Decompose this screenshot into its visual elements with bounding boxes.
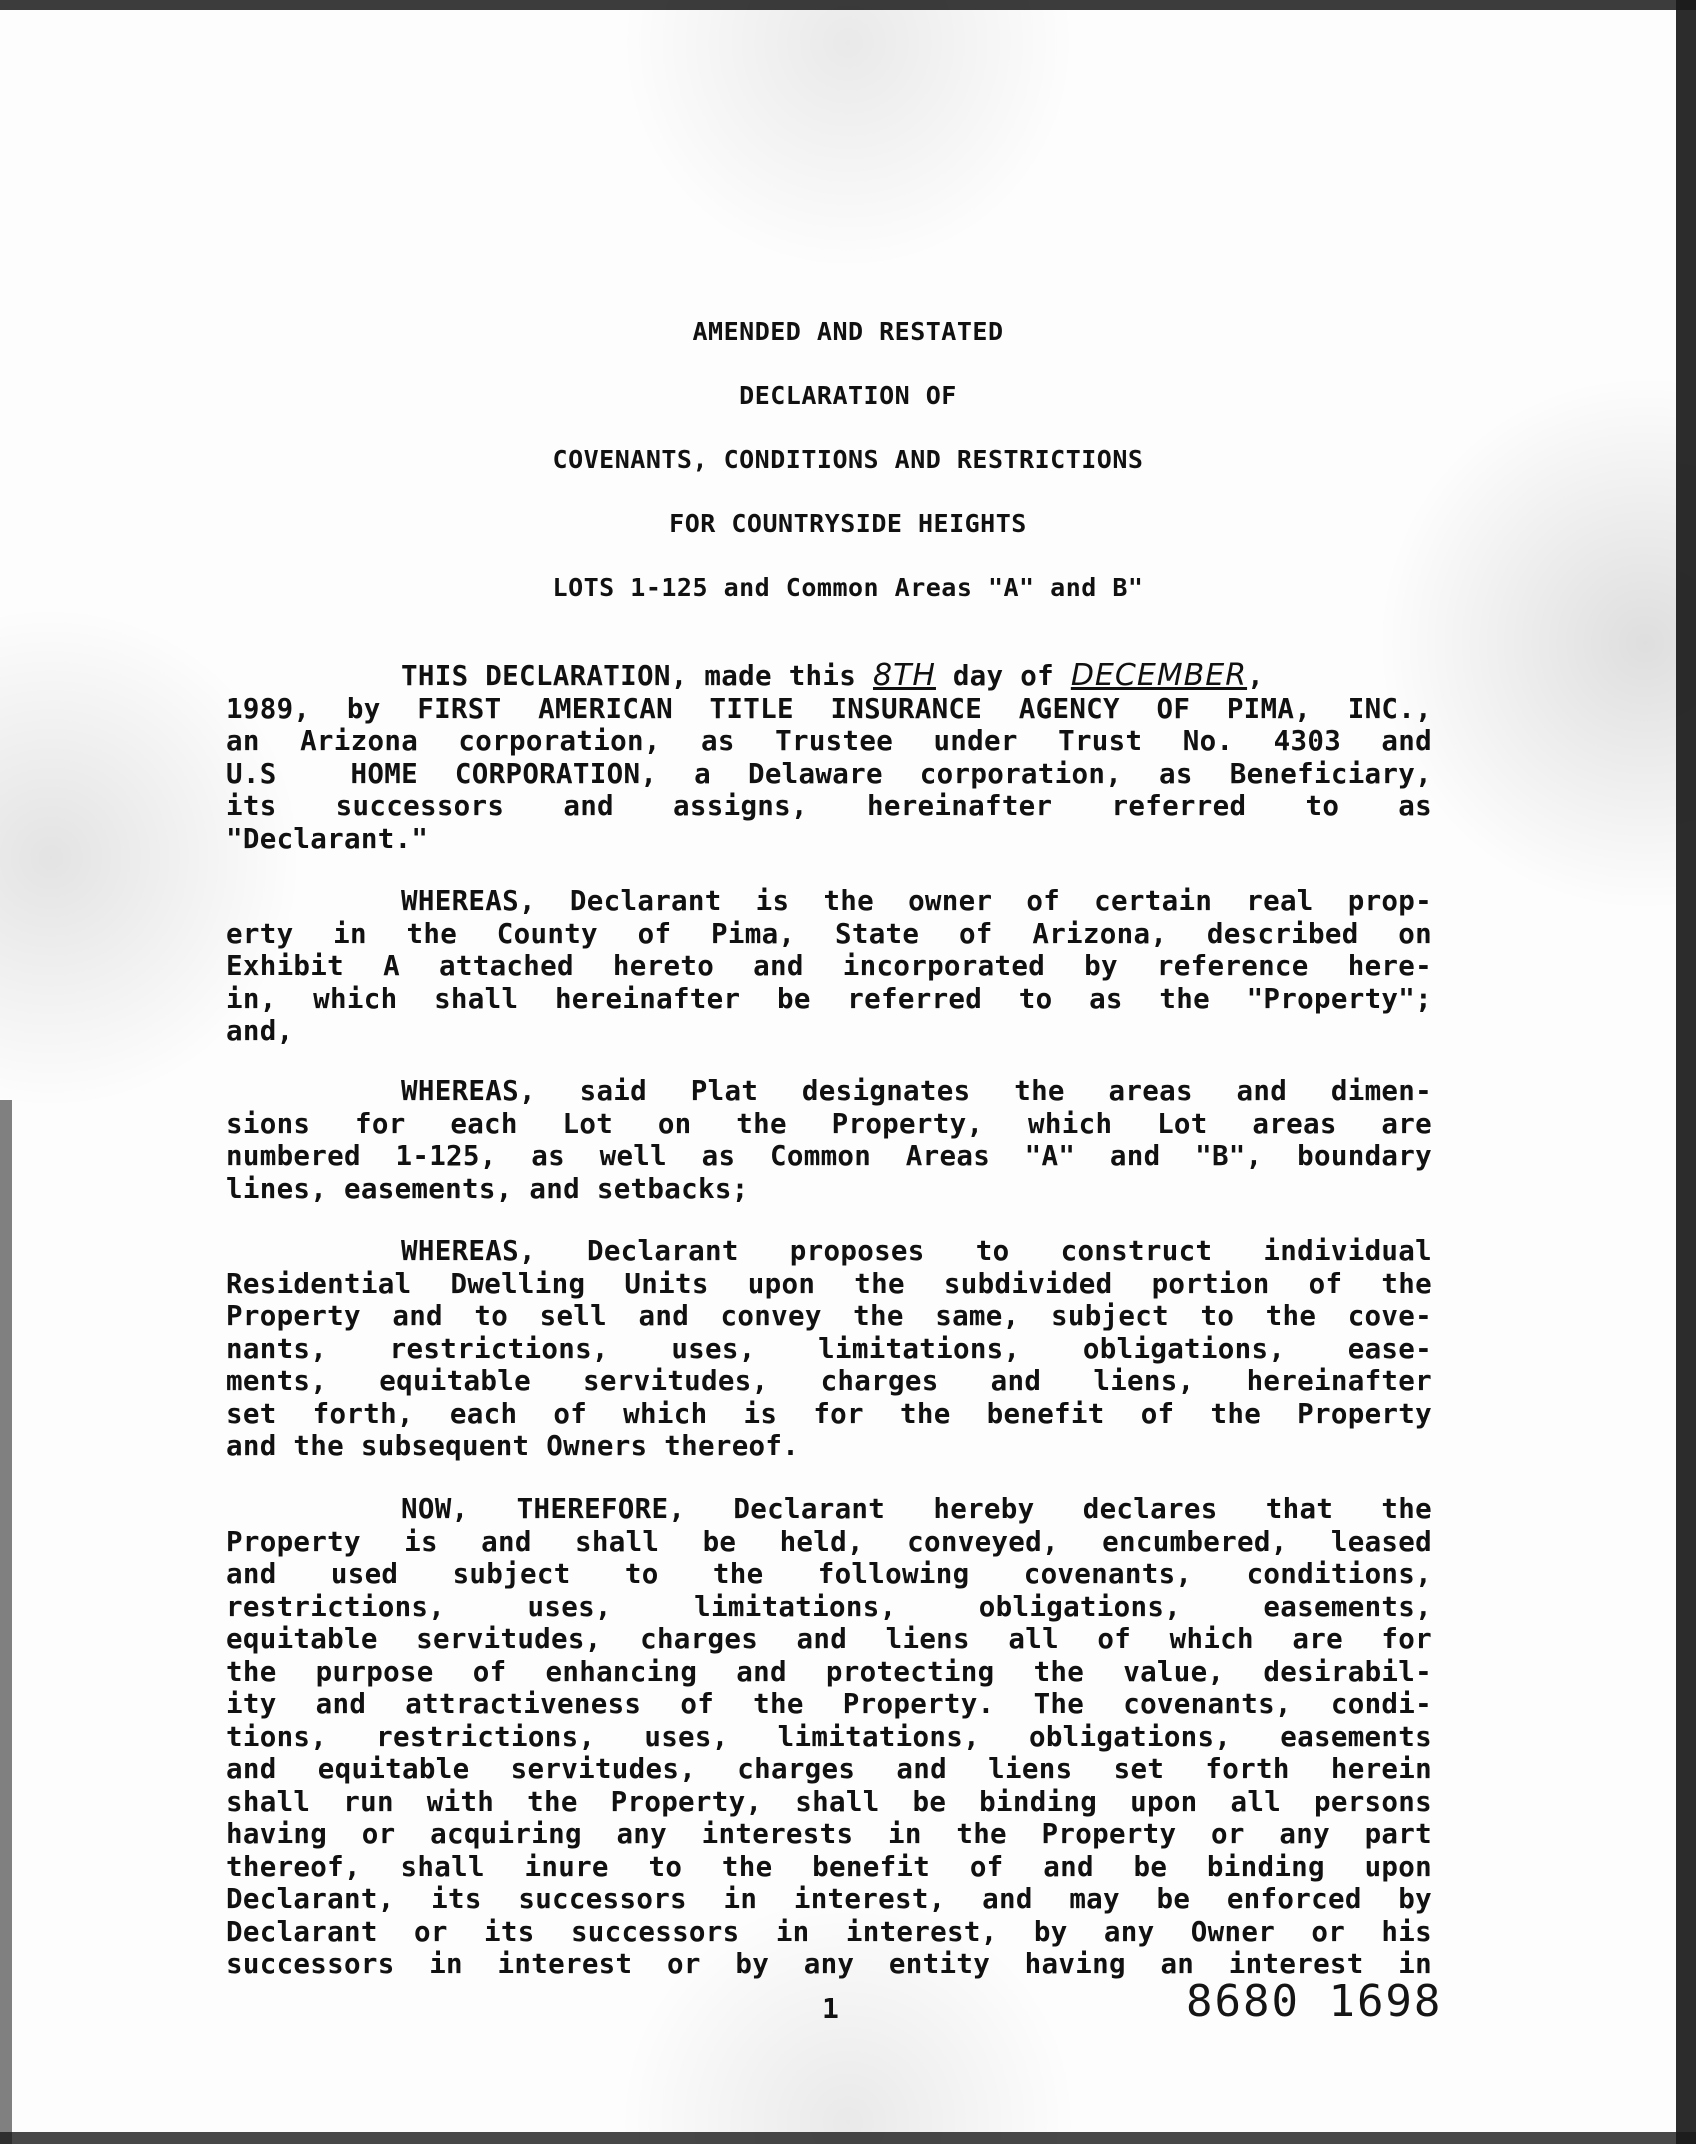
handwritten-month: DECEMBER (1070, 658, 1248, 693)
paragraph-line (226, 1235, 1432, 1268)
intro-suffix: , (1247, 660, 1264, 692)
paragraph-line: restrictions, uses, limitations, obligations, easements, (226, 1590, 1432, 1623)
paragraph-line (226, 1075, 1432, 1108)
paragraph-line: and the subsequent Owners thereof. (226, 1430, 800, 1462)
paragraph-line: shall run with the Property, shall be binding upon all persons (226, 1785, 1432, 1818)
paragraph-line: the purpose of enhancing and protecting the value, desirabil- (226, 1655, 1432, 1688)
paragraph-line: ity and attractiveness of the Property. The covenants, condi- (226, 1688, 1432, 1720)
paragraph-line: thereof, shall inure to the benefit of and be binding upon (226, 1850, 1432, 1883)
document-title (0, 300, 1696, 620)
intro-paragraph (226, 660, 1432, 855)
paragraph-line: lines, easements, and setbacks; (226, 1172, 749, 1205)
scan-edge-top (0, 0, 1696, 10)
paragraph-line: numbered 1-125, as well as Common Areas "A" and "B", boundary (226, 1140, 1432, 1172)
scan-edge-bottom (0, 2132, 1696, 2144)
paragraph-line: Exhibit A attached hereto and incorporated by reference here- (226, 950, 1432, 982)
title-line-1: AMENDED AND RESTATED (692, 317, 1004, 346)
paragraph-line (226, 1493, 1432, 1526)
paragraph-line: Property and to sell and convey the same, subject to the cove- (226, 1300, 1432, 1332)
paragraph-line: and equitable servitudes, charges and liens set forth herein (226, 1753, 1432, 1785)
whereas-paragraph-3 (226, 1235, 1432, 1463)
paragraph-line: set forth, each of which is for the benefit of the Property (226, 1397, 1432, 1430)
line-text: NOW, THEREFORE, Declarant hereby declares that the (401, 1493, 1432, 1525)
paragraph-line: Residential Dwelling Units upon the subdivided portion of the (226, 1267, 1432, 1300)
intro-line: an Arizona corporation, as Trustee under Trust No. 4303 and (226, 725, 1432, 757)
intro-first-line (226, 660, 1432, 693)
paragraph-line: tions, restrictions, uses, limitations, obligations, easements (226, 1720, 1432, 1753)
paragraph-line: having or acquiring any interests in the Property or any part (226, 1818, 1432, 1850)
paragraph-line: successors in interest or by any entity having an interest in (226, 1948, 1432, 1980)
paragraph-line: and, (226, 1015, 294, 1047)
handwritten-day: 8TH (872, 658, 936, 693)
paragraph-line: Declarant, its successors in interest, and may be enforced by (226, 1883, 1432, 1915)
recording-stamp-number: 8680 1698 (1186, 1976, 1443, 2027)
line-text: WHEREAS, Declarant is the owner of certain real prop- (401, 885, 1432, 917)
paragraph-line: sions for each Lot on the Property, which Lot areas are (226, 1107, 1432, 1140)
title-line-5: LOTS 1-125 and Common Areas "A" and B" (552, 573, 1144, 602)
paragraph-line: Declarant or its successors in interest, by any Owner or his (226, 1915, 1432, 1948)
paragraph-line: in, which shall hereinafter be referred to as the "Property"; (226, 982, 1432, 1015)
paragraph-line: nants, restrictions, uses, limitations, obligations, ease- (226, 1332, 1432, 1365)
page-number: 1 (822, 1992, 839, 2025)
paragraph-line: ments, equitable servitudes, charges and liens, hereinafter (226, 1365, 1432, 1397)
whereas-paragraph-2 (226, 1075, 1432, 1205)
paragraph-line: and used subject to the following covenants, conditions, (226, 1558, 1432, 1590)
paragraph-line: Property is and shall be held, conveyed, encumbered, leased (226, 1525, 1432, 1558)
title-line-2: DECLARATION OF (739, 381, 957, 410)
paragraph-line: equitable servitudes, charges and liens all of which are for (226, 1623, 1432, 1655)
intro-prefix: THIS DECLARATION, made this (401, 660, 873, 692)
intro-line: its successors and assigns, hereinafter referred to as (226, 790, 1432, 822)
line-text: WHEREAS, said Plat designates the areas and dimen- (401, 1075, 1432, 1107)
intro-line: U.S HOME CORPORATION, a Delaware corporation, as Beneficiary, (226, 757, 1432, 790)
intro-line: "Declarant." (226, 822, 429, 855)
line-text: WHEREAS, Declarant proposes to construct individual (401, 1235, 1432, 1267)
title-line-4: FOR COUNTRYSIDE HEIGHTS (669, 509, 1027, 538)
scan-edge-left (0, 1100, 12, 2144)
paragraph-line: erty in the County of Pima, State of Arizona, described on (226, 917, 1432, 950)
paragraph-line (226, 885, 1432, 918)
intro-middle: day of (935, 660, 1071, 692)
whereas-paragraph-1 (226, 885, 1432, 1048)
title-line-3: COVENANTS, CONDITIONS AND RESTRICTIONS (552, 445, 1144, 474)
now-therefore-paragraph (226, 1493, 1432, 1981)
intro-line: 1989, by FIRST AMERICAN TITLE INSURANCE AGENCY OF PIMA, INC., (226, 692, 1432, 725)
